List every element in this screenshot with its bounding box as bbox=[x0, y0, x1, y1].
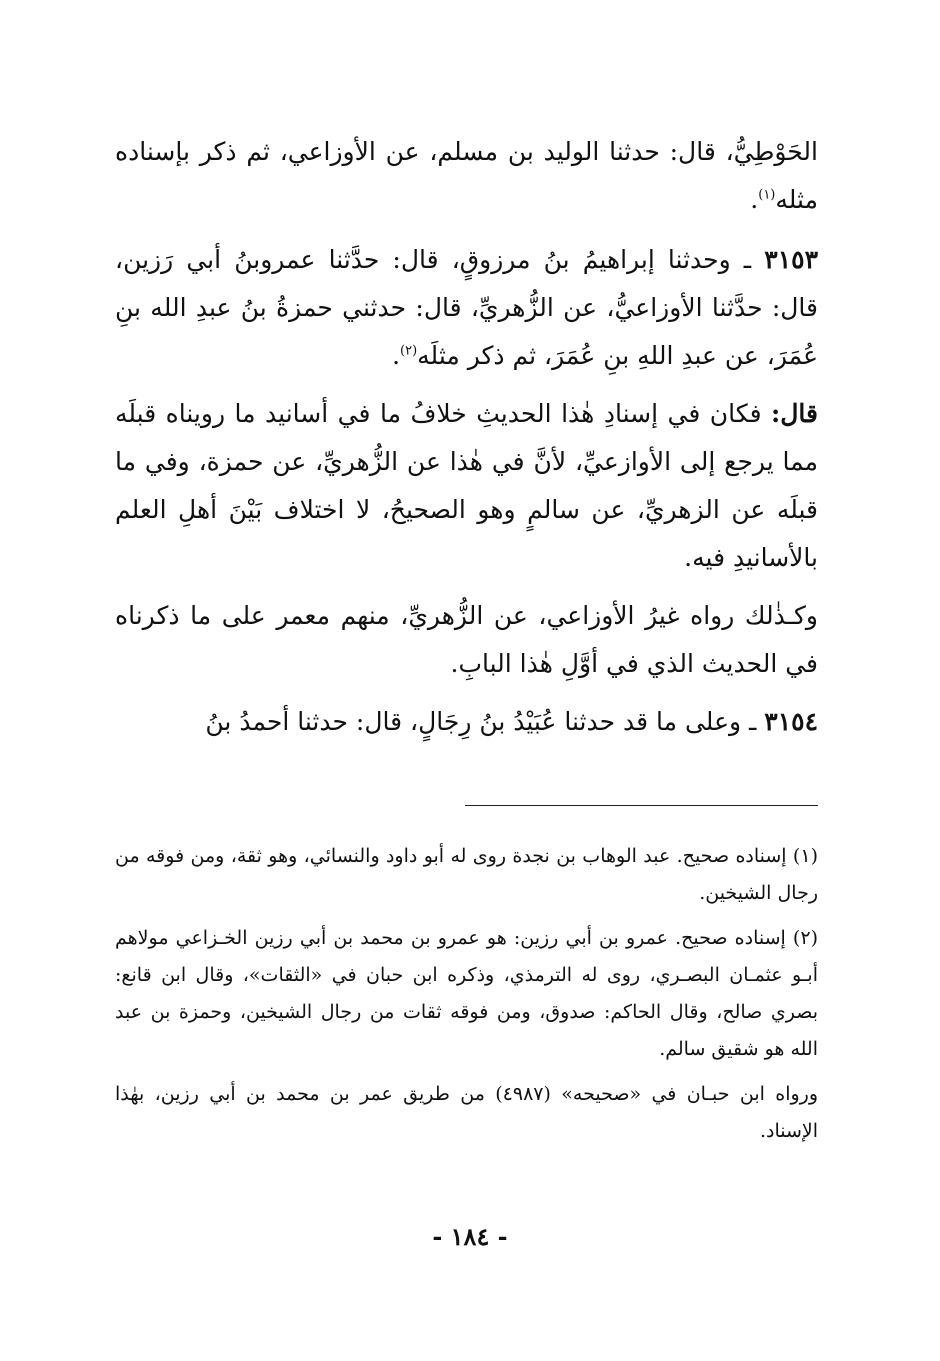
footnote-2-continued: ورواه ابن حبـان في «صحيحه» (٤٩٨٧) من طريق عمر بن محمد بن أبي رزين، بهٰذا الإسناد. bbox=[115, 1083, 819, 1142]
paragraph-1-end: . bbox=[750, 185, 759, 214]
footnote-ref-2[interactable]: (٢) bbox=[400, 343, 418, 359]
paragraph-2 bbox=[115, 236, 818, 380]
main-text bbox=[115, 128, 818, 756]
footnote-2: (٢) إسناده صحيح. عمرو بن أبي رزين: هو عمرو بن محمد بن أبي رزين الخـزاعي مولاهم أبـو عثمـان البصـري، روى له الترمذي، وذكره ابن حبان في «الثقات»، وقال ابن قانع: بصري صالح، وقال الحاكم: صدوق، ومن فوقه ثقات من رجال الشيخين، وحمزة بن عبد الله هو شقيق سالم. bbox=[115, 927, 818, 1060]
paragraph-1-text: الحَوْطِيُّ، قال: حدثنا الوليد بن مسلم، عن الأوزاعي، ثم ذكر بإسناده مثله bbox=[115, 137, 818, 214]
paragraph-3-text: فكان في إسنادِ هٰذا الحديثِ خلافُ ما في أسانيد ما رويناه قبلَه مما يرجع إلى الأوازعيِّ، لأنَّ في هٰذا عن الزُّهريِّ، عن حمزة، وفي ما قبلَه عن الزهريِّ، عن سالمٍ وهو الصحيحُ، لا اختلاف بَيْنَ أهلِ العلم بالأسانيدِ فيه. bbox=[115, 399, 818, 572]
paragraph-3-lead: قال: bbox=[771, 399, 818, 428]
footnote-separator bbox=[465, 805, 818, 806]
footnote-ref-1[interactable]: (١) bbox=[758, 187, 776, 203]
paragraph-5 bbox=[115, 698, 818, 746]
paragraph-4-text: وكـذٰلك رواه غيرُ الأوزاعي، عن الزُّهريِّ، منهم معمر على ما ذكرناه في الحديث الذي في أوَّلِ هٰذا البابِ. bbox=[115, 601, 818, 678]
paragraph-2-text: ـ وحدثنا إبراهيمُ بنُ مرزوقٍ، قال: حدَّثنا عمروبنُ أبي رَزين، قال: حدَّثنا الأوزاعيُّ، عن الزُّهريِّ، قال: حدثني حمزةُ بنُ عبدِ الله بنِ عُمَرَ، عن عبدِ اللهِ بنِ عُمَرَ، ثم ذكر مثلَه bbox=[115, 245, 818, 370]
footnote-1: (١) إسناده صحيح. عبد الوهاب بن نجدة روى له أبو داود والنسائي، وهو ثقة، ومن فوقه من رجال الشيخين. bbox=[115, 845, 818, 904]
paragraph-1 bbox=[115, 128, 818, 224]
footnotes bbox=[115, 838, 818, 1158]
paragraph-2-end: . bbox=[392, 341, 401, 370]
hadith-number-3153: ٣١٥٣ bbox=[764, 245, 818, 274]
paragraph-4 bbox=[115, 592, 818, 688]
paragraph-3 bbox=[115, 390, 818, 582]
page-number: - ١٨٤ - bbox=[432, 1222, 508, 1251]
hadith-number-3154: ٣١٥٤ bbox=[764, 707, 818, 736]
paragraph-5-text: ـ وعلى ما قد حدثنا عُبَيْدُ بنُ رِجَالٍ، قال: حدثنا أحمدُ بنُ bbox=[205, 707, 765, 736]
